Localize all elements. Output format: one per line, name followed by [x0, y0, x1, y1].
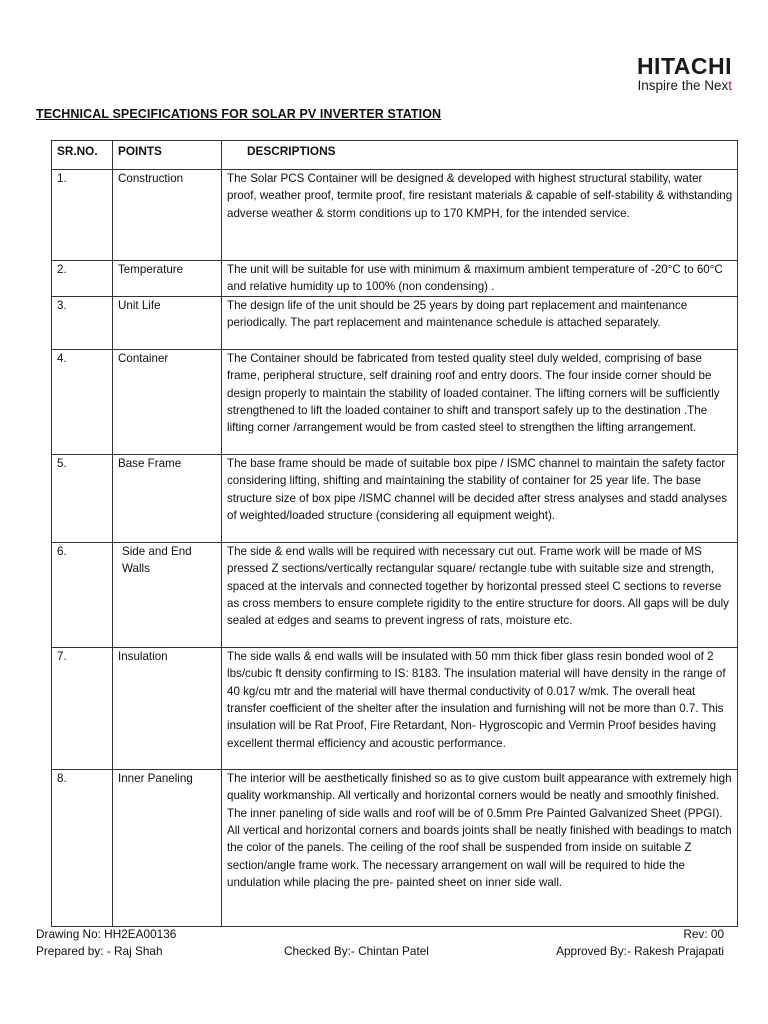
revision: Rev: 00 [683, 927, 724, 941]
header-points: POINTS [113, 141, 222, 170]
row-number: 3. [52, 296, 113, 349]
row-description: The side walls & end walls will be insulated with 50 mm thick fiber glass resin bonded wool of 2 lbs/cubic ft density confirming to IS: 8183. The insulation material will have density in the range of 40 kg/cu mtr and the material will have thermal conductivity of 0.017 w/mk. The overall heat transfer coefficient of the shelter after the insulation and furnishing will not be more than 0.7. This insulation will be Rat Proof, Fire Retardant, Non- Hygroscopic and Vermin Proof besides having excellent thermal efficiency and acoustic performance. [222, 647, 738, 769]
table-row [52, 349, 738, 454]
checked-by: Checked By:- Chintan Patel [284, 944, 429, 958]
specifications-table [51, 140, 738, 927]
row-description: The design life of the unit should be 25 years by doing part replacement and maintenance periodically. The part replacement and maintenance schedule is attached separately. [222, 296, 738, 349]
table-row [52, 170, 738, 261]
row-number: 8. [52, 769, 113, 926]
row-point: Inner Paneling [113, 769, 222, 926]
row-point: Container [113, 349, 222, 454]
logo-tagline-accent: t [728, 78, 732, 93]
row-description: The Container should be fabricated from tested quality steel duly welded, comprising of base frame, peripheral structure, self draining roof and entry doors. The four inside corner should be design properly to maintain the stability of loaded container. The lifting corners will be sufficiently strengthened to lift the loaded container to shift and transport safely up to the destination .The lifting corner /arrangement would be from casted steel to strengthen the lifting arrangement. [222, 349, 738, 454]
table-row [52, 296, 738, 349]
header-srno: SR.NO. [52, 141, 113, 170]
approved-by: Approved By:- Rakesh Prajapati [556, 944, 724, 958]
prepared-by: Prepared by: - Raj Shah [36, 944, 163, 958]
row-number: 1. [52, 170, 113, 261]
row-description: The Solar PCS Container will be designed & developed with highest structural stability, water proof, weather proof, termite proof, fire resistant materials & capable of self-stability & withstanding adverse weather & storm conditions up to 170 KMPH, for the intended service. [222, 170, 738, 261]
footer-line-1 [36, 927, 724, 941]
row-description: The side & end walls will be required with necessary cut out. Frame work will be made of MS pressed Z sections/vertically rectangular square/ rectangle tube with suitable size and strength, spaced at the intervals and connected together by horizontal pressed steel C sections to reverse as cross members to ensure complete rigidity to the entire structure for doors. All gaps will be duly sealed at edges and seams to prevent ingress of rats, moisture etc. [222, 542, 738, 647]
row-number: 7. [52, 647, 113, 769]
header-descriptions: DESCRIPTIONS [222, 141, 738, 170]
row-point: Construction [113, 170, 222, 261]
table-row [52, 454, 738, 542]
drawing-number: Drawing No: HH2EA00136 [36, 927, 177, 941]
row-number: 2. [52, 261, 113, 297]
row-number: 6. [52, 542, 113, 647]
row-point: Temperature [113, 261, 222, 297]
logo-tagline [637, 78, 732, 94]
table-header-row [52, 141, 738, 170]
footer-line-2 [36, 944, 724, 958]
row-description: The interior will be aesthetically finished so as to give custom built appearance with extremely high quality workmanship. All vertically and horizontal corners would be neatly and smoothly finished. The inner paneling of side walls and roof will be of 0.5mm Pre Painted Galvanized Sheet (PPGI). All vertical and horizontal corners and boards joints shall be neatly finished with beadings to match the color of the panels. The ceiling of the roof shall be suspended from inside on suitable Z section/angle frame work. The necessary arrangement on wall will be required to hide the undulation while placing the pre- painted sheet on inner side wall. [222, 769, 738, 926]
row-point: Base Frame [113, 454, 222, 542]
row-number: 5. [52, 454, 113, 542]
table-row [52, 647, 738, 769]
logo-tagline-main: Inspire the Nex [637, 78, 729, 93]
row-point: Side and End Walls [113, 542, 222, 647]
document-title: TECHNICAL SPECIFICATIONS FOR SOLAR PV INVERTER STATION [36, 107, 442, 121]
table-row [52, 769, 738, 926]
table-row [52, 542, 738, 647]
table-row [52, 261, 738, 297]
row-description: The unit will be suitable for use with minimum & maximum ambient temperature of -20°C to 60°C and relative humidity up to 100% (non condensing) . [222, 261, 738, 297]
logo-wordmark: HITACHI [636, 53, 732, 79]
row-point: Unit Life [113, 296, 222, 349]
company-logo [637, 54, 732, 94]
row-point: Insulation [113, 647, 222, 769]
row-number: 4. [52, 349, 113, 454]
row-description: The base frame should be made of suitable box pipe / ISMC channel to maintain the safety factor considering lifting, shifting and maintaining the stability of container for 25 year life. The base structure size of box pipe /ISMC channel will be decided after stress analyses and stadd analyses of weighted/loaded structure (considering all equipment weight). [222, 454, 738, 542]
